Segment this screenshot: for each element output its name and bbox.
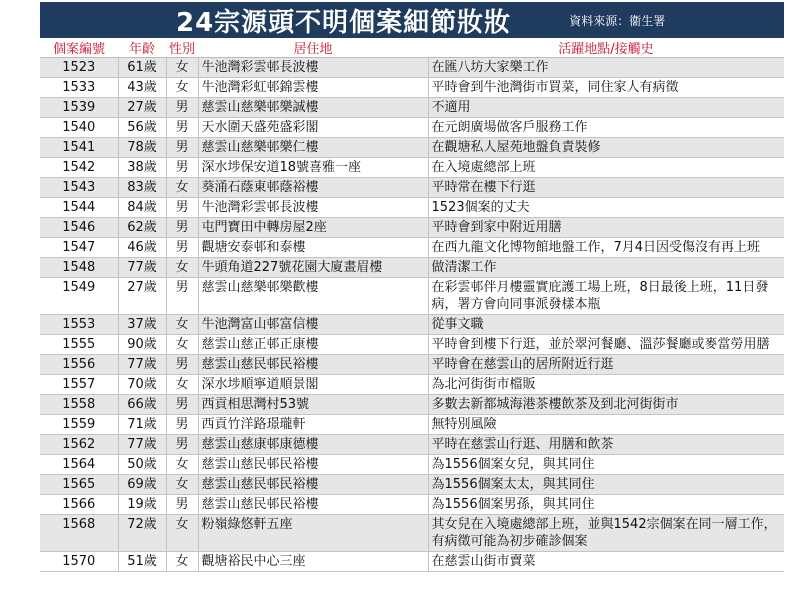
case-number-cell: 1549 bbox=[40, 278, 118, 315]
sex-cell: 女 bbox=[166, 475, 198, 495]
activity-history-cell: 為1556個案女兒，與其同住 bbox=[428, 455, 784, 475]
case-number-cell: 1556 bbox=[40, 355, 118, 375]
residence-cell: 觀塘裕民中心三座 bbox=[198, 552, 428, 572]
activity-history-cell: 在彩雲邨伴月樓靈實庇護工場上班，8日最後上班，11日發病，署方會向同事派發樣本瓶 bbox=[428, 278, 784, 315]
sex-cell: 女 bbox=[166, 315, 198, 335]
age-cell: 61歲 bbox=[118, 58, 166, 78]
activity-history-cell: 無特別風險 bbox=[428, 415, 784, 435]
table-row bbox=[40, 375, 784, 395]
activity-history-cell: 平時會在慈雲山的居所附近行逛 bbox=[428, 355, 784, 375]
activity-history-cell: 在入境處總部上班 bbox=[428, 158, 784, 178]
activity-history-cell: 平時會到家中附近用膳 bbox=[428, 218, 784, 238]
case-number-cell: 1540 bbox=[40, 118, 118, 138]
case-number-cell: 1539 bbox=[40, 98, 118, 118]
case-number-cell: 1562 bbox=[40, 435, 118, 455]
age-cell: 51歲 bbox=[118, 552, 166, 572]
activity-history-cell: 為北河街街市檔販 bbox=[428, 375, 784, 395]
residence-cell: 慈雲山慈民邨民裕樓 bbox=[198, 495, 428, 515]
residence-cell: 觀塘安泰邨和泰樓 bbox=[198, 238, 428, 258]
age-cell: 43歲 bbox=[118, 78, 166, 98]
table-row bbox=[40, 495, 784, 515]
table-row bbox=[40, 475, 784, 495]
residence-cell: 粉嶺綠悠軒五座 bbox=[198, 515, 428, 552]
age-cell: 66歲 bbox=[118, 395, 166, 415]
column-header-age: 年齡 bbox=[118, 38, 166, 58]
age-cell: 84歲 bbox=[118, 198, 166, 218]
sex-cell: 男 bbox=[166, 158, 198, 178]
activity-history-cell: 1523個案的丈夫 bbox=[428, 198, 784, 218]
column-header-residence: 居住地 bbox=[198, 38, 428, 58]
sex-cell: 女 bbox=[166, 178, 198, 198]
case-number-cell: 1544 bbox=[40, 198, 118, 218]
age-cell: 83歲 bbox=[118, 178, 166, 198]
table-row bbox=[40, 315, 784, 335]
activity-history-cell: 為1556個案太太，與其同住 bbox=[428, 475, 784, 495]
activity-history-cell: 為1556個案男孫，與其同住 bbox=[428, 495, 784, 515]
age-cell: 50歲 bbox=[118, 455, 166, 475]
activity-history-cell: 在慈雲山街市賣菜 bbox=[428, 552, 784, 572]
residence-cell: 慈雲山慈樂邨樂誠樓 bbox=[198, 98, 428, 118]
case-table bbox=[40, 38, 784, 572]
age-cell: 62歲 bbox=[118, 218, 166, 238]
age-cell: 27歲 bbox=[118, 278, 166, 315]
activity-history-cell: 在元朗廣場做客戶服務工作 bbox=[428, 118, 784, 138]
residence-cell: 葵涌石蔭東邨蔭裕樓 bbox=[198, 178, 428, 198]
column-header-sex: 性別 bbox=[166, 38, 198, 58]
case-number-cell: 1557 bbox=[40, 375, 118, 395]
table-row bbox=[40, 455, 784, 475]
case-number-cell: 1565 bbox=[40, 475, 118, 495]
residence-cell: 天水圍天盛苑盛彩閣 bbox=[198, 118, 428, 138]
table-row bbox=[40, 395, 784, 415]
residence-cell: 牛頭角道227號花園大廈畫眉樓 bbox=[198, 258, 428, 278]
case-number-cell: 1564 bbox=[40, 455, 118, 475]
sex-cell: 男 bbox=[166, 118, 198, 138]
sex-cell: 男 bbox=[166, 138, 198, 158]
residence-cell: 慈雲山慈康邨康德樓 bbox=[198, 435, 428, 455]
residence-cell: 深水埗順寧道順景閣 bbox=[198, 375, 428, 395]
sex-cell: 女 bbox=[166, 552, 198, 572]
sex-cell: 男 bbox=[166, 238, 198, 258]
activity-history-cell: 在匯八坊大家樂工作 bbox=[428, 58, 784, 78]
age-cell: 77歲 bbox=[118, 258, 166, 278]
residence-cell: 牛池灣彩虹邨錦雲樓 bbox=[198, 78, 428, 98]
sex-cell: 女 bbox=[166, 515, 198, 552]
sex-cell: 女 bbox=[166, 375, 198, 395]
table-row bbox=[40, 178, 784, 198]
residence-cell: 慈雲山慈民邨民裕樓 bbox=[198, 475, 428, 495]
age-cell: 69歲 bbox=[118, 475, 166, 495]
residence-cell: 慈雲山慈民邨民裕樓 bbox=[198, 355, 428, 375]
case-number-cell: 1546 bbox=[40, 218, 118, 238]
activity-history-cell: 在西九龍文化博物館地盤工作，7月4日因受傷沒有再上班 bbox=[428, 238, 784, 258]
residence-cell: 牛池灣彩雲邨長波樓 bbox=[198, 58, 428, 78]
sex-cell: 女 bbox=[166, 78, 198, 98]
case-number-cell: 1533 bbox=[40, 78, 118, 98]
activity-history-cell: 其女兒在入境處總部上班，並與1542宗個案在同一層工作，有病徵可能為初步確診個案 bbox=[428, 515, 784, 552]
source-note: 資料來源：衞生署 bbox=[569, 13, 666, 28]
sex-cell: 男 bbox=[166, 395, 198, 415]
sex-cell: 男 bbox=[166, 198, 198, 218]
table-row bbox=[40, 118, 784, 138]
table-row bbox=[40, 552, 784, 572]
age-cell: 37歲 bbox=[118, 315, 166, 335]
residence-cell: 慈雲山慈正邨正康樓 bbox=[198, 335, 428, 355]
sex-cell: 男 bbox=[166, 218, 198, 238]
case-number-cell: 1558 bbox=[40, 395, 118, 415]
residence-cell: 慈雲山慈樂邨樂歡樓 bbox=[198, 278, 428, 315]
table-row bbox=[40, 98, 784, 118]
page-title: 24宗源頭不明個案細節妝妝 bbox=[176, 7, 512, 38]
activity-history-cell: 平時會到牛池灣街市買菜，同住家人有病徵 bbox=[428, 78, 784, 98]
table-row bbox=[40, 78, 784, 98]
table-row bbox=[40, 335, 784, 355]
title-bar bbox=[40, 2, 784, 38]
case-number-cell: 1555 bbox=[40, 335, 118, 355]
case-number-cell: 1542 bbox=[40, 158, 118, 178]
activity-history-cell: 從事文職 bbox=[428, 315, 784, 335]
table-row bbox=[40, 198, 784, 218]
residence-cell: 屯門寶田中轉房屋2座 bbox=[198, 218, 428, 238]
age-cell: 70歲 bbox=[118, 375, 166, 395]
sex-cell: 男 bbox=[166, 98, 198, 118]
column-header-activity-history: 活躍地點/接觸史 bbox=[428, 38, 784, 58]
age-cell: 38歲 bbox=[118, 158, 166, 178]
column-header-case-number: 個案編號 bbox=[40, 38, 118, 58]
table-row bbox=[40, 435, 784, 455]
table-row bbox=[40, 355, 784, 375]
age-cell: 71歲 bbox=[118, 415, 166, 435]
sex-cell: 男 bbox=[166, 278, 198, 315]
table-row bbox=[40, 138, 784, 158]
residence-cell: 慈雲山慈民邨民裕樓 bbox=[198, 455, 428, 475]
age-cell: 72歲 bbox=[118, 515, 166, 552]
case-number-cell: 1553 bbox=[40, 315, 118, 335]
table-row bbox=[40, 415, 784, 435]
residence-cell: 慈雲山慈樂邨樂仁樓 bbox=[198, 138, 428, 158]
age-cell: 27歲 bbox=[118, 98, 166, 118]
age-cell: 56歲 bbox=[118, 118, 166, 138]
table-row bbox=[40, 278, 784, 315]
sex-cell: 男 bbox=[166, 415, 198, 435]
activity-history-cell: 平時常在樓下行逛 bbox=[428, 178, 784, 198]
table-row bbox=[40, 258, 784, 278]
sex-cell: 男 bbox=[166, 355, 198, 375]
sex-cell: 女 bbox=[166, 258, 198, 278]
table-row bbox=[40, 158, 784, 178]
case-number-cell: 1543 bbox=[40, 178, 118, 198]
table-header-row bbox=[40, 38, 784, 58]
sex-cell: 女 bbox=[166, 335, 198, 355]
age-cell: 77歲 bbox=[118, 355, 166, 375]
age-cell: 19歲 bbox=[118, 495, 166, 515]
residence-cell: 牛池灣富山邨富信樓 bbox=[198, 315, 428, 335]
residence-cell: 西貢竹洋路璟瓏軒 bbox=[198, 415, 428, 435]
age-cell: 78歲 bbox=[118, 138, 166, 158]
case-number-cell: 1523 bbox=[40, 58, 118, 78]
case-number-cell: 1559 bbox=[40, 415, 118, 435]
case-number-cell: 1570 bbox=[40, 552, 118, 572]
age-cell: 77歲 bbox=[118, 435, 166, 455]
sex-cell: 女 bbox=[166, 455, 198, 475]
sex-cell: 男 bbox=[166, 495, 198, 515]
age-cell: 46歲 bbox=[118, 238, 166, 258]
activity-history-cell: 在觀塘私人屋苑地盤負責裝修 bbox=[428, 138, 784, 158]
sex-cell: 女 bbox=[166, 58, 198, 78]
case-number-cell: 1568 bbox=[40, 515, 118, 552]
table-row bbox=[40, 58, 784, 78]
activity-history-cell: 多數去新都城海港茶樓飲茶及到北河街街市 bbox=[428, 395, 784, 415]
sex-cell: 男 bbox=[166, 435, 198, 455]
activity-history-cell: 平時在慈雲山行逛、用膳和飲茶 bbox=[428, 435, 784, 455]
residence-cell: 深水埗保安道18號喜雅一座 bbox=[198, 158, 428, 178]
residence-cell: 牛池灣彩雲邨長波樓 bbox=[198, 198, 428, 218]
case-number-cell: 1548 bbox=[40, 258, 118, 278]
residence-cell: 西貢相思灣村53號 bbox=[198, 395, 428, 415]
table-row bbox=[40, 238, 784, 258]
case-number-cell: 1566 bbox=[40, 495, 118, 515]
case-number-cell: 1547 bbox=[40, 238, 118, 258]
age-cell: 90歲 bbox=[118, 335, 166, 355]
table-row bbox=[40, 218, 784, 238]
activity-history-cell: 做清潔工作 bbox=[428, 258, 784, 278]
activity-history-cell: 平時會到樓下行逛，並於翠河餐廳、溫莎餐廳或麥當勞用膳 bbox=[428, 335, 784, 355]
table-row bbox=[40, 515, 784, 552]
case-number-cell: 1541 bbox=[40, 138, 118, 158]
activity-history-cell: 不適用 bbox=[428, 98, 784, 118]
